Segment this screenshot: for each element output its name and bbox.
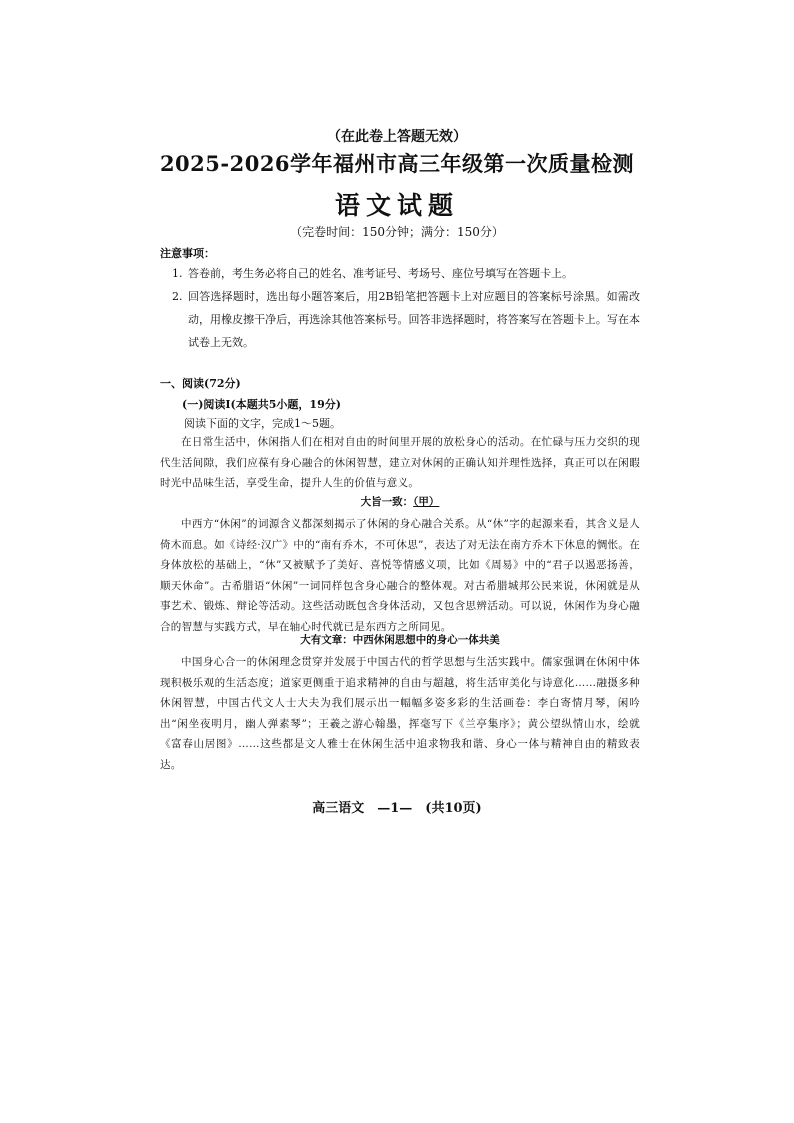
notice-heading: 注意事项： (160, 247, 215, 260)
page-footer: 高三语文 —1— (共10页) (312, 801, 482, 816)
notice-item-number: 2. (172, 290, 183, 303)
notice-item (160, 262, 640, 285)
subsection-title: (一)阅读Ⅰ(本题共5小题，19分) (182, 398, 341, 411)
fill-in-blank: （甲） (413, 496, 440, 508)
passage-paragraph: 中国身心合一的休闲理念贯穿并发展于中国古代的哲学思想与生活实践中。儒家强调在休闲中体现积极乐观的生活态度；道家更侧重于追求精神的自由与超越，将生活审美化与诗意化……融摄多种休闲智慧，中国古代文人士大夫为我们展示出一幅幅多姿多彩的生活画卷：李白寄情月琴，闲吟出“闲坐夜明月，幽人弹素琴”；王羲之游心翰墨，挥毫写下《兰亭集序》；黄公望纵情山水，绘就《富春山居图》……这些都是文人雅士在休闲生活中追求物我和谐、身心一体与精神自由的精致表达。 (160, 656, 640, 771)
notice-item-number: 1. (172, 267, 183, 280)
exam-title: 2025-2026学年福州市高三年级第一次质量检测 (159, 151, 635, 176)
passage-subtitle: 大有文章：中西休闲思想中的身心一体共美 (300, 634, 500, 646)
notice-item-text: 答卷前，考生务必将自己的姓名、准考证号、考场号、座位号填写在答题卡上。 (188, 267, 573, 280)
exam-time-info: （完卷时间：150分钟；满分：150分） (290, 225, 504, 239)
invalid-answer-note: （在此卷上答题无效） (327, 129, 467, 145)
passage-subtitle (160, 494, 640, 509)
section-title: 一、阅读(72分) (160, 377, 241, 390)
notice-item-text: 回答选择题时，选出每小题答案后，用2B铅笔把答题卡上对应题目的答案标号涂黑。如需改动，用橡皮擦干净后，再选涂其他答案标号。回答非选择题时，将答案写在答题卡上。写在本试卷上无效。 (188, 290, 640, 349)
intro-paragraph: 在日常生活中，休闲指人们在相对自由的时间里开展的放松身心的活动。在忙碌与压力交织的现代生活间隙，我们应葆有身心融合的休闲智慧，建立对休闲的正确认知并理性选择，真正可以在闲暇时光中品味生活，享受生命，提升人生的价值与意义。 (160, 436, 640, 489)
subject-title: 语文试题 (334, 191, 459, 220)
passage-subtitle-text: 大旨一致： (360, 496, 414, 508)
reading-instruction: 阅读下面的文字，完成1～5题。 (184, 417, 341, 430)
passage-paragraph: 中西方“休闲”的词源含义都深刻揭示了休闲的身心融合关系。从“休”字的起源来看，其含义是人倚木而息。如《诗经·汉广》中的“南有乔木，不可休思”，表达了对无法在南方乔木下休息的惆怅。在身体放松的基础上，“休”又被赋予了美好、喜悦等情感义项，比如《周易》中的“君子以遏恶扬善，顺天休命”。古希腊语“休闲”一词同样包含身心融合的整体观。对古希腊城邦公民来说，休闲就是从事艺术、锻炼、辩论等活动。这些活动既包含身体活动，又包含思辨活动。可以说，休闲作为身心融合的智慧与实践方式，早在轴心时代就已是东西方之所同见。 (160, 518, 640, 633)
notice-item (160, 285, 640, 354)
